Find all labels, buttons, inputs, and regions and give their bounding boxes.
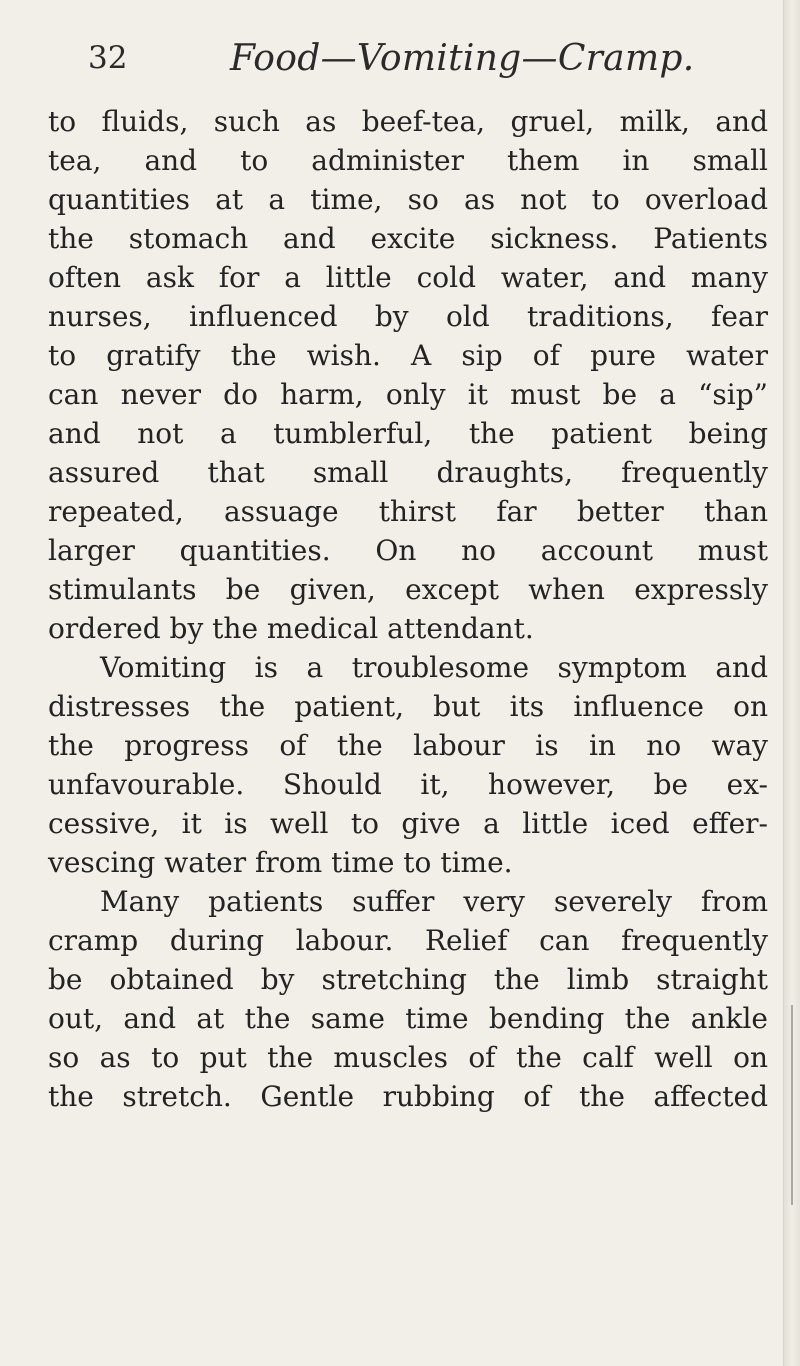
text-line: larger quantities. On no account must bbox=[48, 534, 768, 567]
text-line: assured that small draughts, frequently bbox=[48, 456, 768, 489]
text-line: out, and at the same time bending the ankle bbox=[48, 1002, 768, 1035]
text-line: often ask for a little cold water, and many bbox=[48, 261, 768, 294]
text-line: and not a tumblerful, the patient being bbox=[48, 417, 768, 450]
body-text bbox=[48, 102, 768, 1116]
page-header bbox=[88, 30, 738, 94]
running-head: Food—Vomiting—Cramp. bbox=[230, 38, 695, 79]
text-line: stimulants be given, except when expressly bbox=[48, 573, 768, 606]
text-line: the progress of the labour is in no way bbox=[48, 729, 768, 762]
edge-shadow-mark bbox=[791, 1005, 793, 1205]
paragraph-start-line: Many patients suffer very severely from bbox=[100, 885, 768, 918]
text-line: ordered by the medical attendant. bbox=[48, 612, 534, 645]
text-line: quantities at a time, so as not to overload bbox=[48, 183, 768, 216]
text-line: to gratify the wish. A sip of pure water bbox=[48, 339, 768, 372]
text-line: cessive, it is well to give a little iced effer- bbox=[48, 807, 768, 840]
text-line: unfavourable. Should it, however, be ex- bbox=[48, 768, 768, 801]
text-line: be obtained by stretching the limb straight bbox=[48, 963, 768, 996]
text-line: the stretch. Gentle rubbing of the affected bbox=[48, 1080, 768, 1113]
text-line: vescing water from time to time. bbox=[48, 846, 513, 879]
page-number: 32 bbox=[88, 40, 128, 76]
text-line: can never do harm, only it must be a “sip” bbox=[48, 378, 768, 411]
page-edge bbox=[783, 0, 800, 1366]
text-line: the stomach and excite sickness. Patients bbox=[48, 222, 768, 255]
text-line: cramp during labour. Relief can frequently bbox=[48, 924, 768, 957]
paragraph-start-line: Vomiting is a troublesome symptom and bbox=[100, 651, 768, 684]
text-line: tea, and to administer them in small bbox=[48, 144, 768, 177]
text-line: repeated, assuage thirst far better than bbox=[48, 495, 768, 528]
text-line: to fluids, such as beef-tea, gruel, milk, and bbox=[48, 105, 768, 138]
text-line: so as to put the muscles of the calf well on bbox=[48, 1041, 768, 1074]
text-line: distresses the patient, but its influence on bbox=[48, 690, 768, 723]
text-line: nurses, influenced by old traditions, fear bbox=[48, 300, 768, 333]
